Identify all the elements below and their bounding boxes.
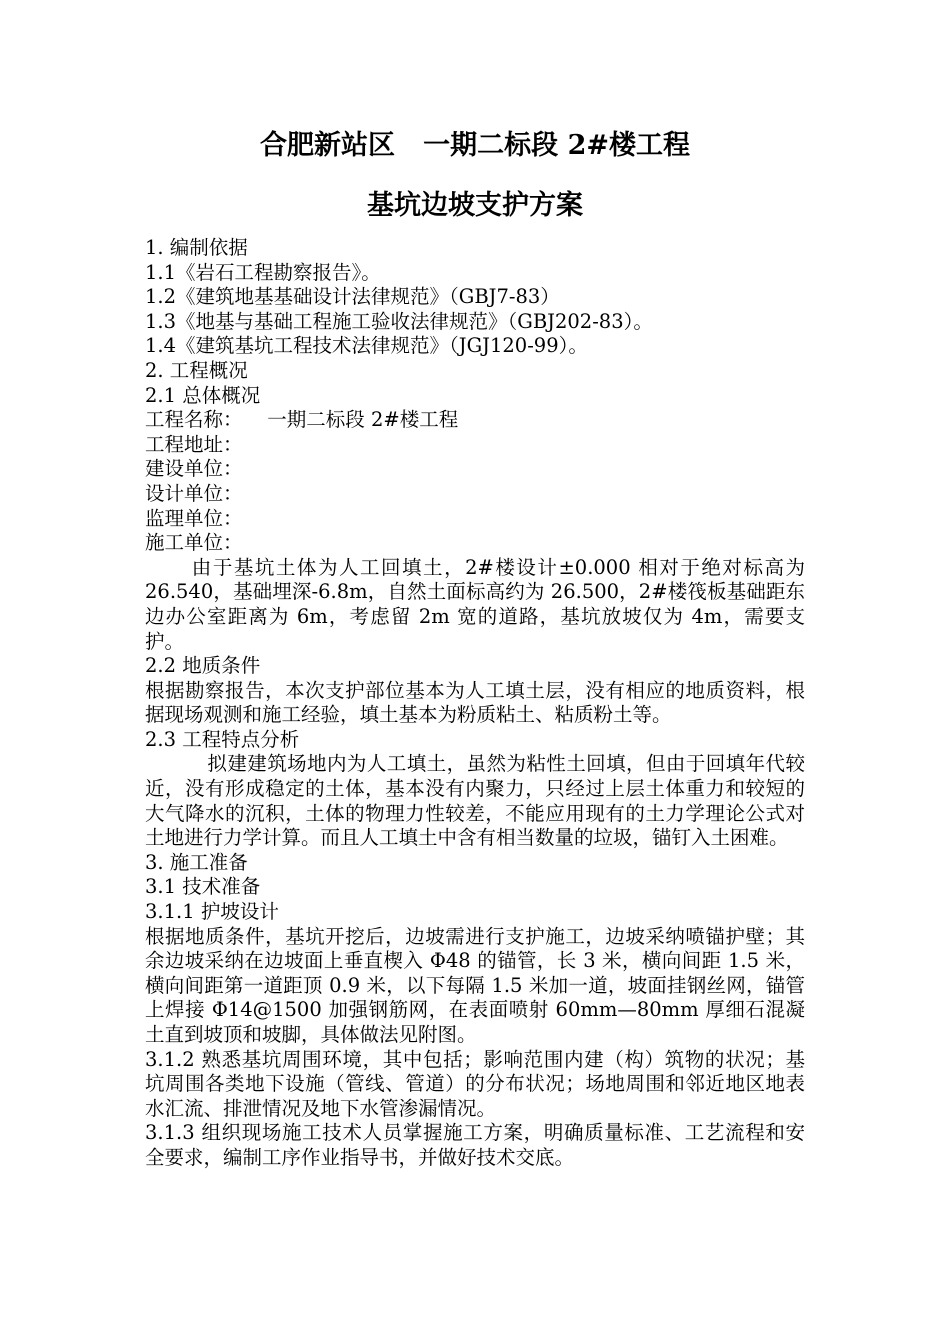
document-body (145, 236, 805, 1171)
heading-preparation: 3. 施工准备 (145, 850, 248, 874)
paragraph-features: 拟建建筑场地内为人工填土，虽然为粘性土回填，但由于回填年代较近，没有形成稳定的土体，基本没有内聚力，只经过上层土体重力和较短的大气降水的沉积，土体的物理力性较差，不能应用现有的土力学理论公式对土地进行力学计算。而且人工填土中含有相当数量的垃圾，锚钉入土困难。 (145, 752, 805, 850)
heading-overview: 2. 工程概况 (145, 358, 248, 382)
heading-general: 2.1 总体概况 (145, 383, 261, 407)
heading-slope-design: 3.1.1 护坡设计 (145, 900, 279, 924)
basis-item-4: 1.4《建筑基坑工程技术法律规范》（JGJ120-99）。 (145, 334, 588, 358)
field-contractor: 施工单位： (145, 531, 243, 555)
field-project-name: 工程名称： 一期二标段 2#楼工程 (145, 408, 459, 432)
heading-technical-prep: 3.1 技术准备 (145, 875, 261, 899)
document-page (145, 118, 805, 1171)
heading-geology: 2.2 地质条件 (145, 654, 261, 678)
field-builder: 建设单位： (145, 457, 243, 481)
heading-basis: 1. 编制依据 (145, 236, 248, 259)
paragraph-organization: 3.1.3 组织现场施工技术人员掌握施工方案，明确质量标准、工艺流程和安全要求，编制工序作业指导书，并做好技术交底。 (145, 1121, 805, 1169)
basis-item-2: 1.2《建筑地基基础设计法律规范》（GBJ7-83） (145, 285, 560, 309)
heading-features: 2.3 工程特点分析 (145, 727, 300, 751)
paragraph-geology: 根据勘察报告，本次支护部位基本为人工填土层，没有相应的地质资料，根据现场观测和施工经验，填土基本为粉质粘土、粘质粉土等。 (145, 678, 805, 727)
paragraph-slope-design: 根据地质条件，基坑开挖后，边坡需进行支护施工，边坡采纳喷锚护壁；其余边坡采纳在边坡面上垂直楔入 Φ48 的锚管，长 3 米，横向间距 1.5 米，横向间距第一道距顶 0.9 米，以下每隔 1.5 米加一道，坡面挂钢丝网，锚管上焊接 Φ14@1500 加强钢筋网，在表面喷射 60mm—80mm 厚细石混凝土直到坡顶和坡脚，具体做法见附图。 (145, 924, 805, 1046)
paragraph-general: 由于基坑土体为人工回填土，2#楼设计±0.000 相对于绝对标高为 26.540，基础埋深-6.8m，自然土面标高约为 26.500，2#楼筏板基础距东边办公室距离为 6m，考虑留 2m 宽的道路，基坑放坡仅为 4m，需要支护。 (145, 555, 805, 653)
doc-title-line1: 合肥新站区 一期二标段 2#楼工程 (259, 130, 690, 161)
field-project-address: 工程地址： (145, 432, 243, 456)
basis-item-1: 1.1《岩石工程勘察报告》。 (145, 260, 381, 284)
paragraph-surroundings: 3.1.2 熟悉基坑周围环境，其中包括；影响范围内建（构）筑物的状况；基坑周围各类地下设施（管线、管道）的分布状况；场地周围和邻近地区地表水汇流、排泄情况及地下水管渗漏情况。 (145, 1047, 805, 1120)
basis-item-3: 1.3《地基与基础工程施工验收法律规范》（GBJ202-83）。 (145, 309, 653, 333)
field-supervisor: 监理单位： (145, 506, 243, 530)
field-designer: 设计单位： (145, 481, 243, 505)
doc-title-line2: 基坑边坡支护方案 (367, 190, 583, 221)
